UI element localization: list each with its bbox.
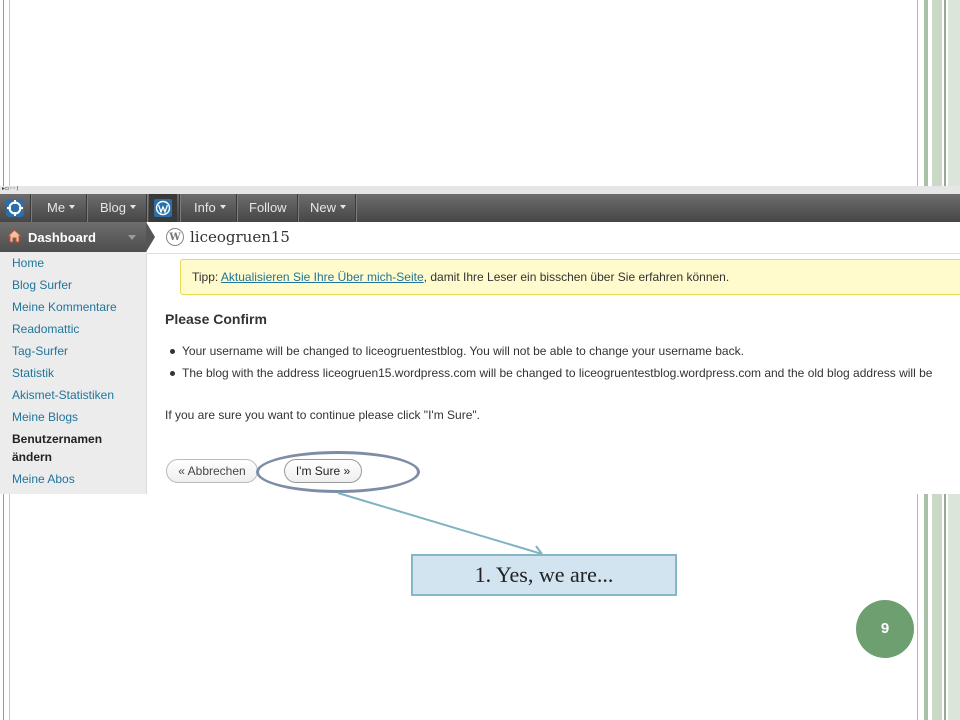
sidebar-item-home[interactable]: Home xyxy=(12,256,45,270)
tip-notice: Tipp: Aktualisieren Sie Ihre Über mich-Seite, damit Ihre Leser ein bisschen über Sie erfahren können. xyxy=(180,259,960,295)
callout-box: 1. Yes, we are... xyxy=(411,554,677,596)
menu-new[interactable]: New xyxy=(310,194,346,222)
im-sure-button[interactable]: I'm Sure » xyxy=(284,459,362,483)
continue-instruction: If you are sure you want to continue please click "I'm Sure". xyxy=(165,408,480,422)
sidebar-item-blog-surfer[interactable]: Blog Surfer xyxy=(12,278,73,292)
sidebar-item-readomattic[interactable]: Readomattic xyxy=(12,322,80,336)
sidebar-dashboard-label: Dashboard xyxy=(28,230,96,245)
menu-follow[interactable]: Follow xyxy=(249,200,287,215)
screenshot-top-strip: ▸▫◦◦) xyxy=(0,186,960,195)
update-about-page-link[interactable]: Aktualisieren Sie Ihre Über mich-Seite xyxy=(220,270,424,284)
list-item: The blog with the address liceogruen15.wordpress.com will be changed to liceogruentestblog.wordpress.com and the old blog address will be xyxy=(165,362,932,384)
sidebar-item-meine-blogs[interactable]: Meine Blogs xyxy=(12,410,79,424)
menu-me[interactable]: Me xyxy=(47,194,75,222)
menu-info[interactable]: Info xyxy=(194,194,226,222)
sidebar-item-akismet-statistiken[interactable]: Akismet-Statistiken xyxy=(12,388,115,402)
sidebar-item-meine-kommentare[interactable]: Meine Kommentare xyxy=(12,300,117,314)
page-title: Please Confirm xyxy=(165,311,267,327)
slide-page-number: 9 xyxy=(856,600,914,658)
list-item: Your username will be changed to liceogruentestblog. You will not be able to change your username back. xyxy=(165,340,932,362)
blog-title-text: liceogruen15 xyxy=(190,228,290,246)
sidebar-item-benutzernamen-aendern[interactable]: Benutzernamen ändern xyxy=(12,432,103,464)
sidebar-item-statistik[interactable]: Statistik xyxy=(12,366,55,380)
wordpress-icon: W xyxy=(166,228,184,246)
sidebar-item-meine-abos[interactable]: Meine Abos xyxy=(12,472,75,486)
cancel-button[interactable]: « Abbrechen xyxy=(166,459,258,483)
menu-blog[interactable]: Blog xyxy=(100,194,136,222)
sidebar-item-tag-surfer[interactable]: Tag-Surfer xyxy=(12,344,69,358)
